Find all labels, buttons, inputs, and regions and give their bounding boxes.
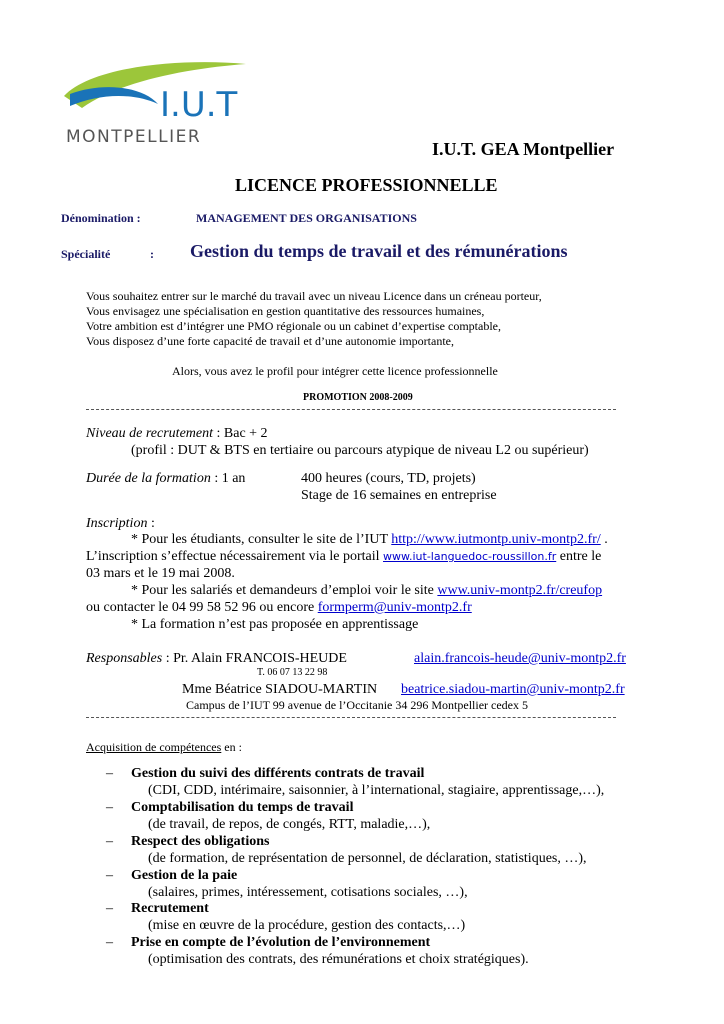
- intro-conclusion: Alors, vous avez le profil pour intégrer cette licence professionnelle: [172, 364, 498, 378]
- niveau-value: : Bac + 2: [213, 426, 268, 441]
- inscription-line-6: * La formation n’est pas proposée en apprentissage: [131, 617, 419, 632]
- iut-site-link[interactable]: http://www.iutmontp.univ-montp2.fr/: [391, 532, 601, 547]
- niveau-label: Niveau de recrutement: [86, 426, 213, 441]
- inscription-line-2-end: entre le: [556, 549, 602, 564]
- competence-3-detail: (de formation, de représentation de personnel, de déclaration, statistiques, …),: [148, 851, 587, 866]
- stage-line: Stage de 16 semaines en entreprise: [301, 488, 497, 503]
- inscription-line-2: [86, 549, 601, 565]
- competences-heading-underlined: Acquisition de compétences: [86, 740, 222, 754]
- responsable-1-email-link[interactable]: alain.francois-heude@univ-montp2.fr: [414, 651, 626, 666]
- inscription-line-3: 03 mars et le 19 mai 2008.: [86, 566, 235, 581]
- specialite-label: Spécialité: [61, 247, 111, 261]
- responsable-2-name: Mme Béatrice SIADOU-MARTIN: [182, 682, 378, 697]
- promotion-label: PROMOTION 2008-2009: [303, 392, 413, 403]
- duree-value: : 1 an: [210, 471, 246, 486]
- denomination-label: Dénomination :: [61, 211, 141, 225]
- intro-line-4: Vous disposez d’une forte capacité de travail et d’une autonomie importante,: [86, 334, 454, 348]
- denomination-value: MANAGEMENT DES ORGANISATIONS: [196, 211, 417, 225]
- competence-5-detail: (mise en œuvre de la procédure, gestion des contacts,…): [148, 918, 466, 933]
- intro-line-1: Vous souhaitez entrer sur le marché du travail avec un niveau Licence dans un créneau porteur,: [86, 289, 542, 303]
- competence-6-title: Prise en compte de l’évolution de l’environnement: [131, 935, 431, 950]
- competence-4-title: Gestion de la paie: [131, 868, 238, 883]
- divider-2: [86, 717, 616, 718]
- profil-line: (profil : DUT & BTS en tertiaire ou parcours atypique de niveau L2 ou supérieur): [131, 443, 589, 458]
- responsable-1-name: : Pr. Alain FRANCOIS-HEUDE: [162, 651, 347, 666]
- institution-title: I.U.T. GEA Montpellier: [432, 139, 615, 159]
- specialite-colon: :: [150, 247, 154, 261]
- bullet-4: –: [106, 868, 113, 883]
- logo-city: MONTPELLIER: [66, 127, 202, 147]
- inscription-line-4: [131, 583, 602, 599]
- competences-heading: [86, 740, 242, 755]
- competence-1-title: Gestion du suivi des différents contrats de travail: [131, 766, 425, 781]
- bullet-6: –: [106, 935, 113, 950]
- responsable-1-line: [86, 651, 347, 667]
- specialite-value: Gestion du temps de travail et des rémunérations: [190, 241, 568, 261]
- divider-1: [86, 409, 616, 410]
- inscription-line-5: [86, 600, 472, 616]
- iut-logo: [62, 58, 252, 148]
- competences-heading-rest: en :: [221, 740, 242, 754]
- duree-label: Durée de la formation: [86, 471, 211, 486]
- bullet-3: –: [106, 834, 113, 849]
- logo-brand: I.U.T: [160, 85, 238, 125]
- niveau-line: [86, 426, 268, 442]
- portal-link[interactable]: www.iut-languedoc-roussillon.fr: [383, 550, 557, 563]
- competence-6-detail: (optimisation des contrats, des rémunérations et choix stratégiques).: [148, 952, 529, 967]
- competence-2-detail: (de travail, de repos, de congés, RTT, maladie,…),: [148, 817, 431, 832]
- intro-line-3: Votre ambition est d’intégrer une PMO régionale ou un cabinet d’expertise comptable,: [86, 319, 501, 333]
- competence-5-title: Recrutement: [131, 901, 209, 916]
- intro-line-2: Vous envisagez une spécialisation en gestion quantitative des ressources humaines,: [86, 304, 485, 318]
- degree-title: LICENCE PROFESSIONNELLE: [235, 175, 498, 195]
- competence-4-detail: (salaires, primes, intéressement, cotisations sociales, …),: [148, 885, 468, 900]
- inscription-line-5-text: ou contacter le 04 99 58 52 96 ou encore: [86, 600, 318, 615]
- inscription-line-1-text: * Pour les étudiants, consulter le site de l’IUT: [131, 532, 392, 547]
- inscription-colon: :: [147, 516, 155, 531]
- creufop-link[interactable]: www.univ-montp2.fr/creufop: [437, 583, 603, 598]
- competence-2-title: Comptabilisation du temps de travail: [131, 800, 354, 815]
- inscription-line-1: [131, 532, 608, 548]
- formperm-email-link[interactable]: formperm@univ-montp2.fr: [317, 600, 472, 615]
- competence-1-detail: (CDI, CDD, intérimaire, saisonnier, à l’international, stagiaire, apprentissage,…),: [148, 783, 605, 798]
- competence-3-title: Respect des obligations: [131, 834, 270, 849]
- bullet-5: –: [106, 901, 113, 916]
- bullet-2: –: [106, 800, 113, 815]
- responsable-1-phone: T. 06 07 13 22 98: [257, 667, 328, 678]
- inscription-line-2-text: L’inscription s’effectue nécessairement via le portail: [86, 549, 384, 564]
- duree-line: [86, 471, 245, 487]
- heures-line: 400 heures (cours, TD, projets): [301, 471, 476, 486]
- responsables-label: Responsables: [86, 651, 163, 666]
- responsable-2-email-link[interactable]: beatrice.siadou-martin@univ-montp2.fr: [401, 682, 625, 697]
- inscription-heading: [86, 516, 155, 532]
- inscription-line-1-end: .: [600, 532, 608, 547]
- bullet-1: –: [106, 766, 113, 781]
- campus-address: Campus de l’IUT 99 avenue de l’Occitanie 34 296 Montpellier cedex 5: [186, 698, 529, 712]
- inscription-label: Inscription: [86, 516, 148, 531]
- inscription-line-4-text: * Pour les salariés et demandeurs d’emploi voir le site: [131, 583, 438, 598]
